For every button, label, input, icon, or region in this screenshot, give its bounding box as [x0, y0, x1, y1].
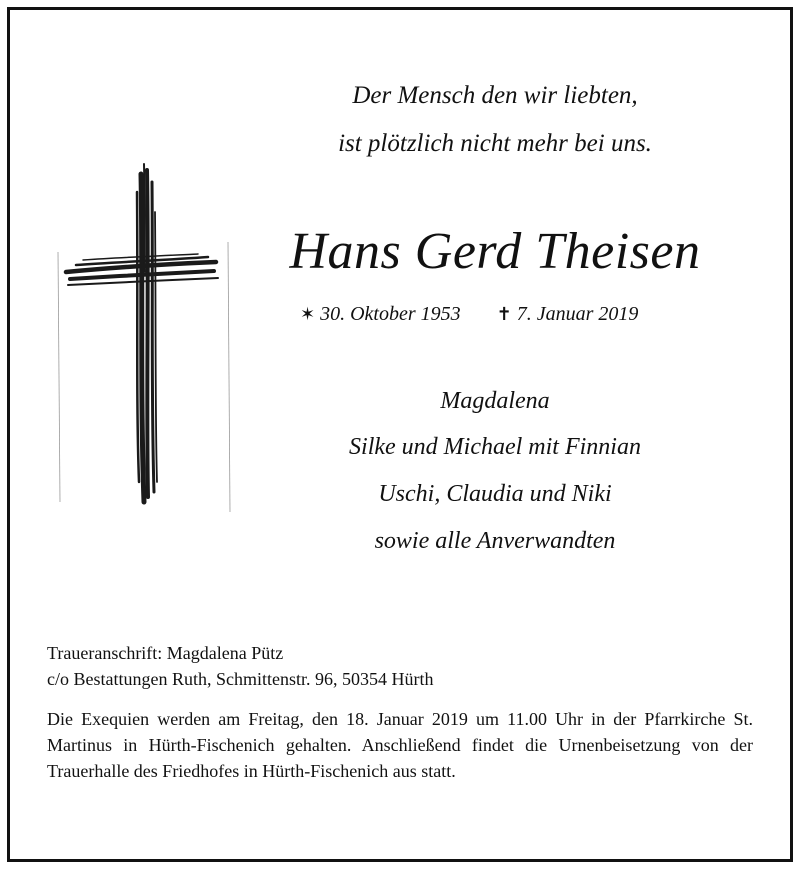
family-line: Uschi, Claudia und Niki — [378, 481, 612, 507]
service-details: Die Exequien werden am Freitag, den 18. Januar 2019 um 11.00 Uhr in der Pfarrkirche St. Martinus in Hürth-Fischenich gehalten. Anschließend findet die Urnenbeisetzung von der Trauerhalle des Friedhofes in Hürth-Fischenich aus statt. — [47, 709, 753, 781]
mourning-address-line-1: Traueranschrift: Magdalena Pütz — [47, 643, 284, 663]
family-line: Silke und Michael mit Finnian — [349, 434, 641, 460]
deceased-name: Hans Gerd Theisen — [289, 223, 701, 280]
family-line: Magdalena — [440, 388, 550, 414]
birth-date: 30. Oktober 1953 — [320, 303, 461, 325]
family-line: sowie alle Anverwandten — [374, 528, 616, 554]
intro-line-2: ist plötzlich nicht mehr bei uns. — [338, 130, 652, 157]
mourning-address-line-2: c/o Bestattungen Ruth, Schmittenstr. 96, 50354 Hürth — [47, 669, 434, 689]
life-dates — [300, 303, 700, 326]
birth-star-icon: ✶ — [300, 304, 316, 324]
cross-icon — [48, 152, 238, 522]
intro-line-1: Der Mensch den wir liebten, — [352, 82, 638, 109]
death-date: 7. Januar 2019 — [516, 303, 639, 325]
death-cross-icon: ✝ — [496, 304, 512, 324]
